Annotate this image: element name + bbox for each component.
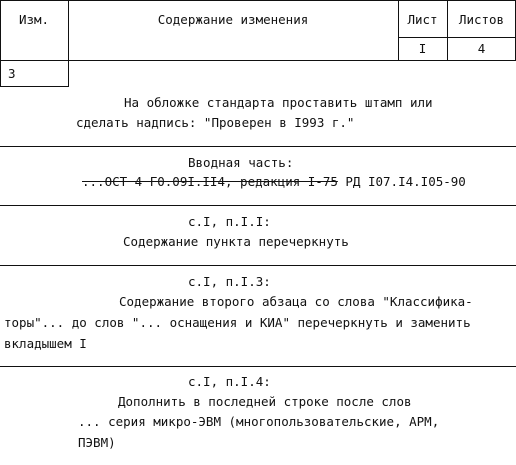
entry-1-line-1: На обложке стандарта проставить штамп или bbox=[124, 95, 433, 110]
entry-5-heading: с.I, п.I.4: bbox=[188, 374, 271, 389]
sheets-value: 4 bbox=[477, 41, 486, 56]
entry-separator bbox=[0, 205, 516, 206]
replacement-reference: РД I07.I4.I05-90 bbox=[345, 174, 466, 189]
change-cell-bottom bbox=[0, 86, 69, 87]
border-top bbox=[0, 0, 516, 1]
header-sheet-label: Лист bbox=[407, 12, 438, 27]
change-number: 3 bbox=[8, 66, 16, 81]
entry-2-text bbox=[82, 174, 466, 189]
entry-separator bbox=[0, 265, 516, 266]
header-change-label: Изм. bbox=[18, 12, 50, 27]
header-bottom bbox=[0, 60, 516, 61]
entry-5-line-1: Дополнить в последней строке после слов bbox=[118, 394, 412, 409]
entry-4-line-2: торы"... до слов "... оснащения и КИА" перечеркнуть и заменить bbox=[4, 315, 471, 330]
entry-separator bbox=[0, 366, 516, 367]
sheet-value: I bbox=[418, 41, 427, 56]
entry-4-heading: с.I, п.I.3: bbox=[188, 274, 271, 289]
entry-3-line-1: Содержание пункта перечеркнуть bbox=[123, 234, 349, 249]
entry-4-line-3: вкладышем I bbox=[4, 336, 87, 351]
entry-5-line-3: ПЭВМ) bbox=[78, 435, 116, 450]
entry-3-heading: с.I, п.I.I: bbox=[188, 214, 271, 229]
entry-separator bbox=[0, 146, 516, 147]
struck-reference: ...ОСТ 4 Г0.09I.II4, редакция I-75 bbox=[82, 174, 338, 189]
header-sheets-label: Листов bbox=[458, 12, 505, 27]
entry-5-line-2: ... серия микро-ЭВМ (многопользовательские, АРМ, bbox=[78, 414, 440, 429]
entry-2-heading: Вводная часть: bbox=[188, 155, 294, 170]
header-content-label: Содержание изменения bbox=[157, 12, 309, 27]
entry-1-line-2: сделать надпись: "Проверен в I993 г." bbox=[76, 115, 355, 130]
header-subline bbox=[398, 37, 516, 38]
entry-4-line-1: Содержание второго абзаца со слова "Классифика- bbox=[119, 294, 473, 309]
